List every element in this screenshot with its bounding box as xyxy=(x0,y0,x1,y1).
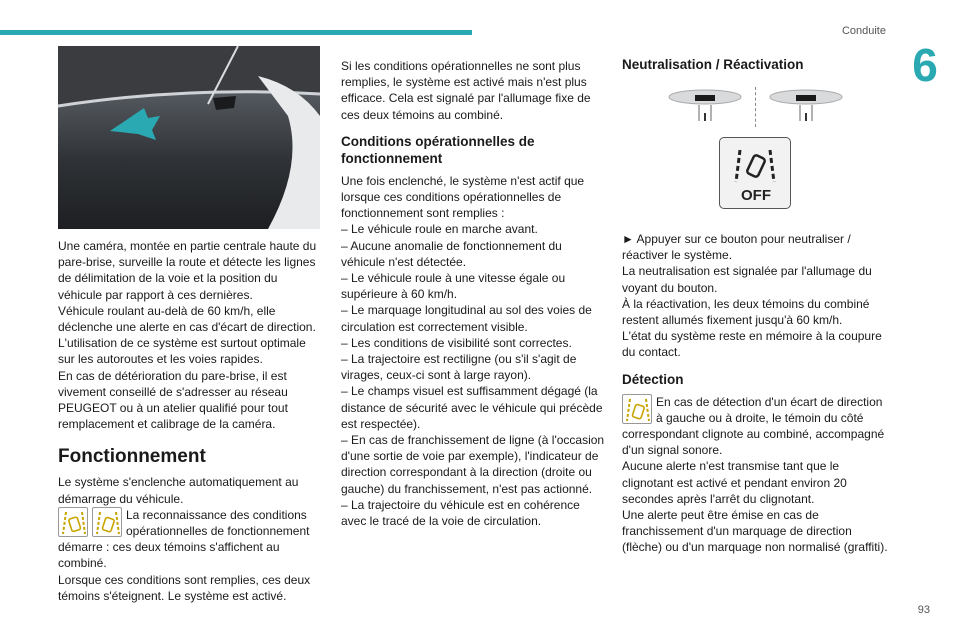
lane-departure-right-icon xyxy=(92,507,122,537)
off-label: OFF xyxy=(741,187,771,204)
divider xyxy=(755,87,756,127)
heading-detection: Détection xyxy=(622,371,684,387)
intro-paragraph: Une caméra, montée en partie centrale haute du pare-brise, surveille la route et détecte les lignes de délimitation de la voie et la position du véhicule par rapport à ces dernières. xyxy=(58,239,317,302)
windshield-camera-photo xyxy=(58,46,320,229)
heading-neutralisation: Neutralisation / Réactivation xyxy=(622,57,804,72)
column-3 xyxy=(622,56,888,556)
page-number: 93 xyxy=(917,604,930,616)
column-1 xyxy=(58,46,320,604)
list-item: – Le champs visuel est suffisamment dégagé (la distance de sécurité avec le véhicule qui précède est respectée). xyxy=(341,384,603,431)
list-item: – Le véhicule roule en marche avant. xyxy=(341,222,538,237)
lane-departure-off-icon xyxy=(720,138,792,210)
startup-paragraph: Le système s'enclenche automatiquement au démarrage du véhicule. xyxy=(58,475,299,506)
windshield-paragraph: En cas de détérioration du pare-brise, il est vivement conseillé de s'adresser au réseau PEUGEOT ou à un atelier qualifié pour tout remplacement et calibrage de la caméra. xyxy=(58,368,288,432)
lane-departure-warning-icon xyxy=(622,394,652,424)
list-item: – Le marquage longitudinal au sol des voies de circulation est correctement visible. xyxy=(341,303,592,334)
list-item: – Les conditions de visibilité sont correctes. xyxy=(341,335,572,350)
memory-paragraph: L'état du système reste en mémoire à la coupure du contact. xyxy=(622,329,882,360)
detection-lamp xyxy=(622,394,652,424)
reactivation-paragraph: À la réactivation, les deux témoins du combiné restent allumés fixement jusqu'à 60 km/h. xyxy=(622,296,870,328)
conditions-intro: Une fois enclenché, le système n'est actif que lorsque ces conditions opérationnelles de fonctionnement sont remplies : xyxy=(341,173,585,221)
false-alert-paragraph: Une alerte peut être émise en cas de franchissement d'un marquage de direction (flèche) ou d'un marquage non normalisé (graffiti). xyxy=(622,508,888,555)
warning-lamps-pair xyxy=(58,507,122,537)
list-item: – Aucune anomalie de fonctionnement du véhicule n'est détectée. xyxy=(341,238,562,269)
detection-paragraph: En cas de détection d'un écart de direction à gauche ou à droite, le témoin du côté correspondant clignote au combiné, accompagné d'un signal sonore. xyxy=(622,394,885,458)
heading-fonctionnement: Fonctionnement xyxy=(58,446,206,468)
list-item: – La trajectoire est rectiligne (ou s'il s'agit de virages, ceux-ci sont à large rayon). xyxy=(341,352,577,383)
lane-assist-off-button[interactable] xyxy=(719,137,791,209)
steering-wheel-left-icon xyxy=(665,87,745,127)
list-item: – Le véhicule roule à une vitesse égale ou supérieure à 60 km/h. xyxy=(341,271,566,302)
speed-paragraph: Véhicule roulant au-delà de 60 km/h, elle déclenche une alerte en cas d'écart de direction. xyxy=(58,303,316,335)
column-2 xyxy=(341,58,605,529)
usage-paragraph: L'utilisation de ce système est surtout optimale sur les autoroutes et les voies rapides. xyxy=(58,336,306,367)
neutralisation-paragraph: La neutralisation est signalée par l'allumage du voyant du bouton. xyxy=(622,264,872,295)
steering-wheel-right-icon xyxy=(766,87,846,127)
list-item: – En cas de franchissement de ligne (à l'occasion d'une sortie de voie par exemple), l'indicateur de direction correspondant à la direction (droite ou gauche) du franchissement, n'est pas actionné. xyxy=(341,433,605,496)
not-effective-paragraph: Si les conditions opérationnelles ne sont plus remplies, le système est activé mais n'est plus efficace. Cela est signalé par l'allumage fixe de ces deux témoins au combiné. xyxy=(341,59,591,122)
steering-diagram xyxy=(622,87,888,127)
list-item: – La trajectoire du véhicule est en cohérence avec le tracé de la voie de circulation. xyxy=(341,497,580,529)
header-accent-bar xyxy=(0,30,472,35)
press-button-paragraph: ► Appuyer sur ce bouton pour neutraliser / réactiver le système. xyxy=(622,232,851,263)
section-title: Conduite xyxy=(841,25,886,37)
activation-paragraph: Lorsque ces conditions sont remplies, ces deux témoins s'éteignent. Le système est activé. xyxy=(58,572,311,603)
conditions-check-paragraph: La reconnaissance des conditions opérationnelles de fonctionnement démarre : ces deux témoins s'affichent au combiné. xyxy=(58,507,310,571)
lane-departure-left-icon xyxy=(58,507,88,537)
no-alert-paragraph: Aucune alerte n'est transmise tant que le clignotant est activé et pendant environ 20 secondes après l'arrêt du clignotant. xyxy=(622,459,847,506)
heading-conditions: Conditions opérationnelles de fonctionnement xyxy=(341,133,535,166)
chapter-number: 6 xyxy=(912,39,938,91)
